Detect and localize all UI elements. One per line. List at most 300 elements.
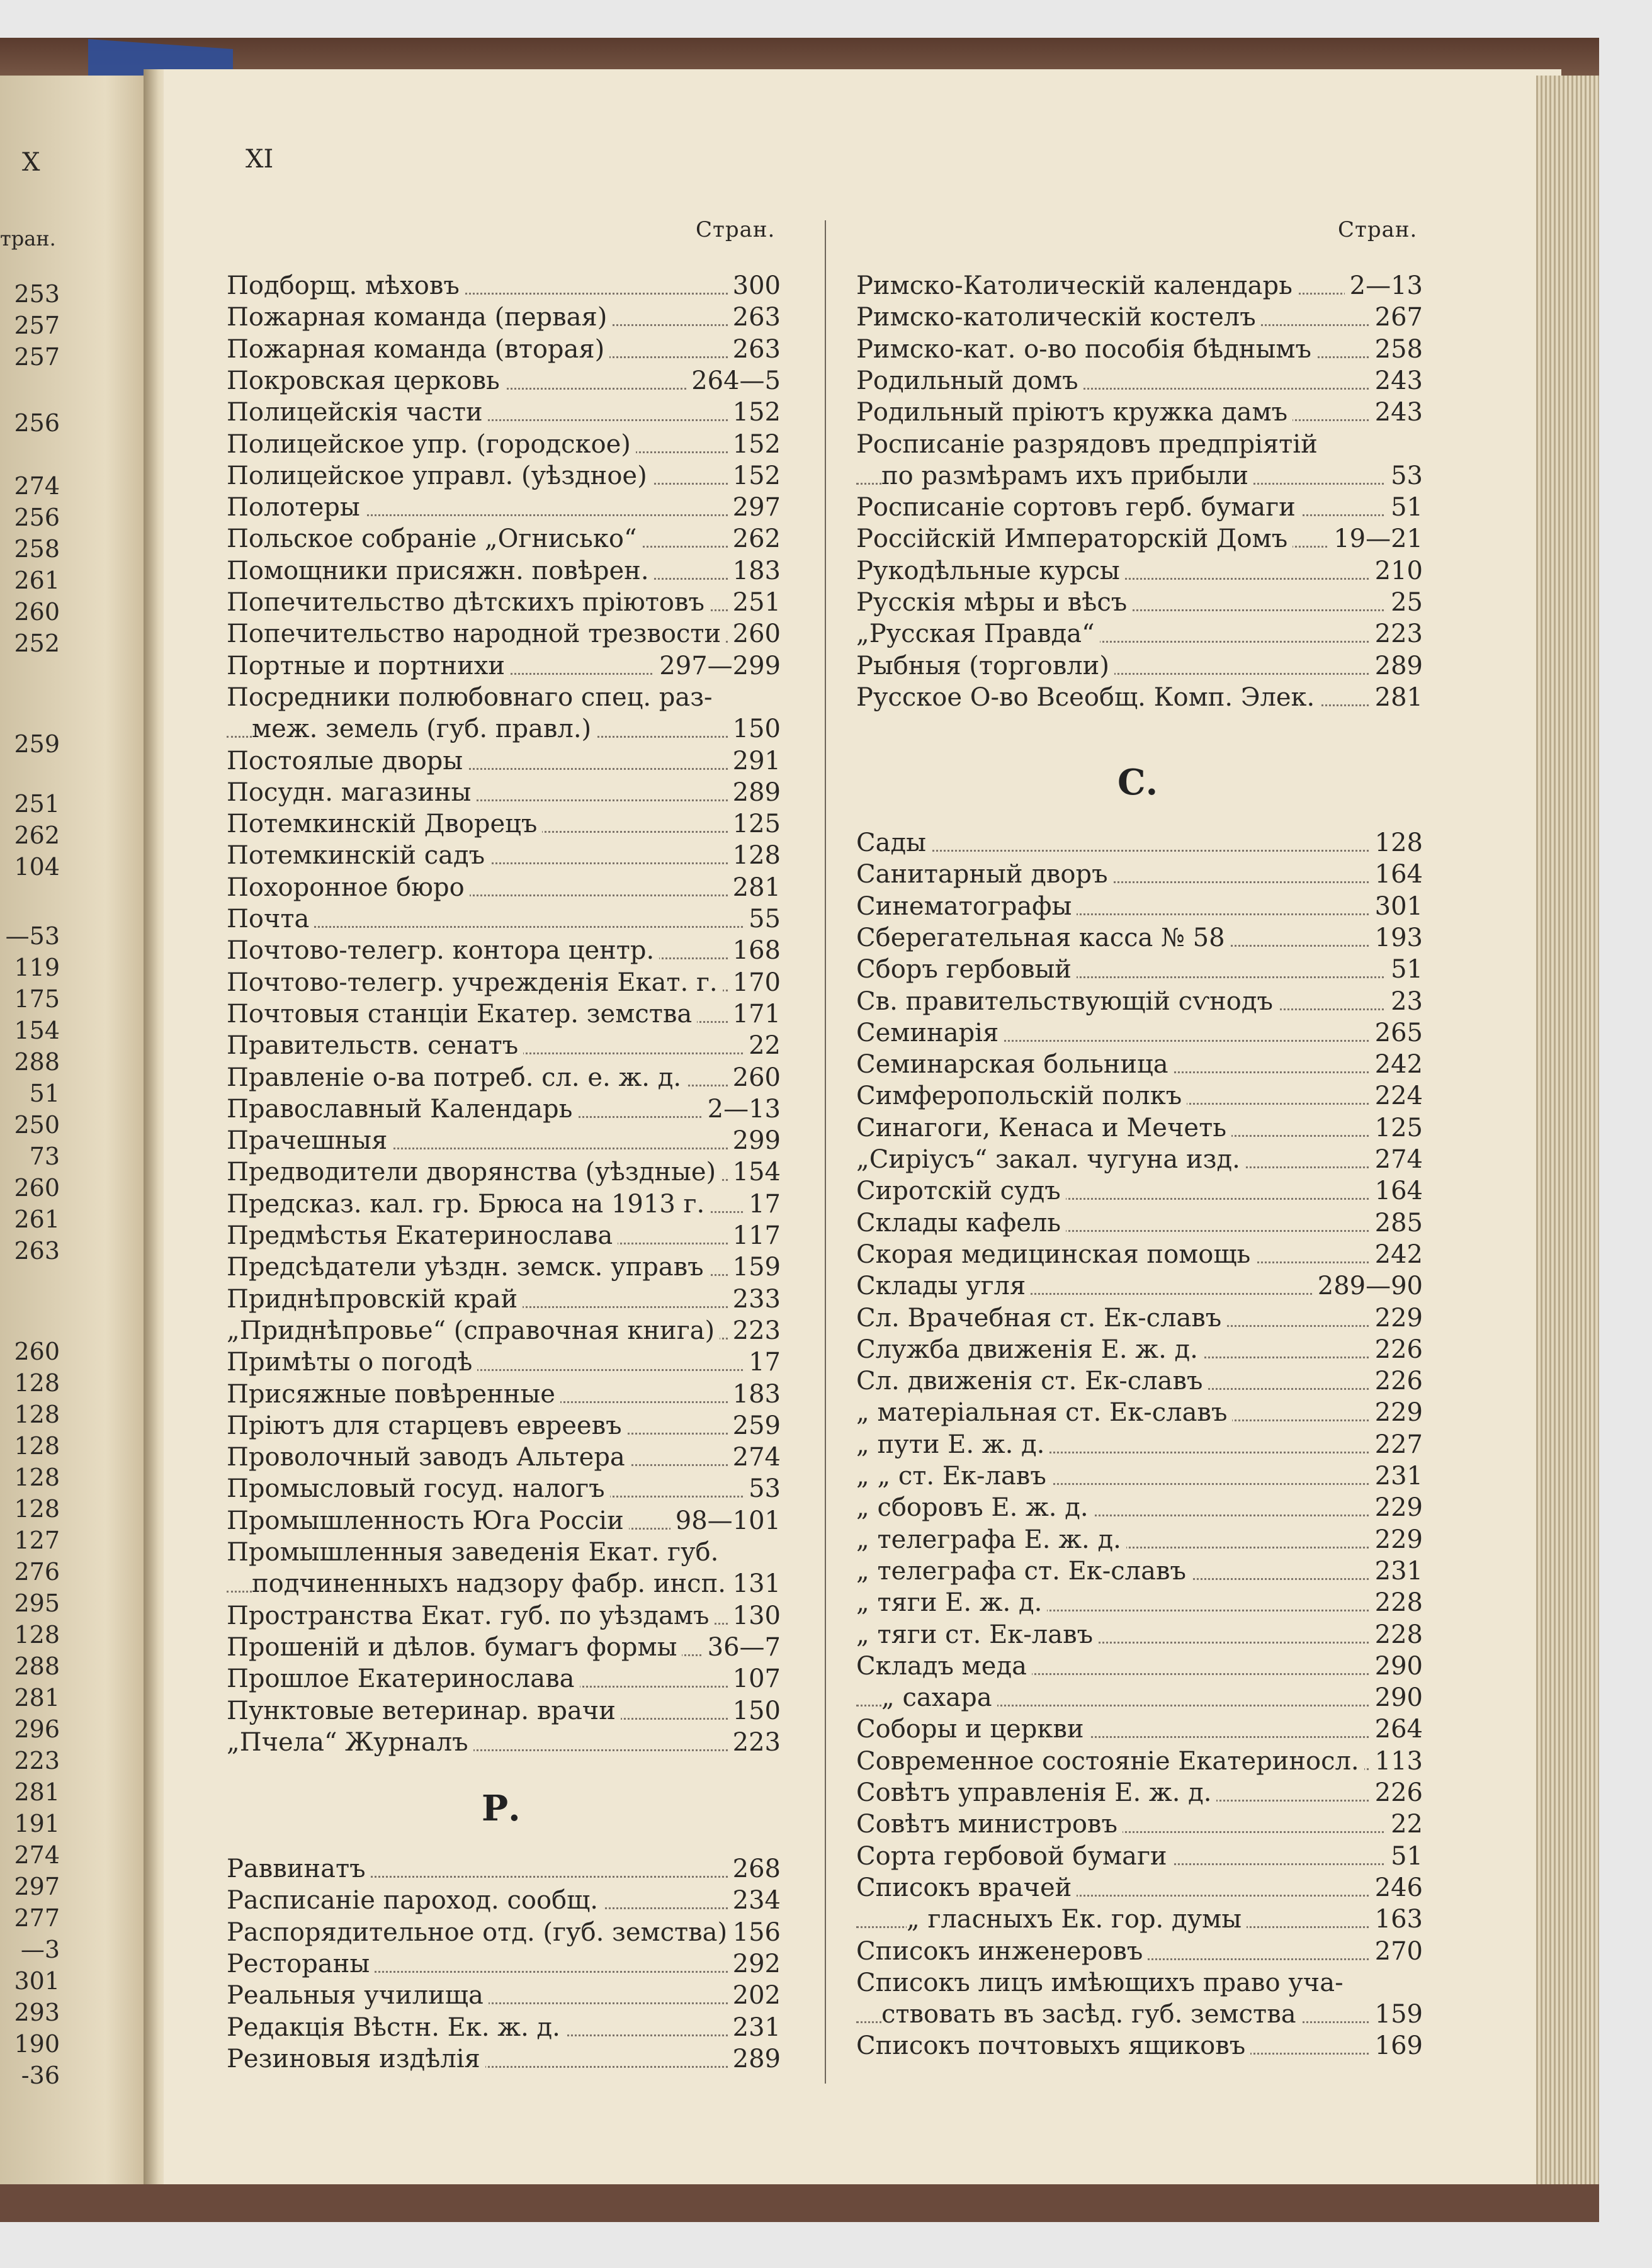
entry-page: 274: [728, 1442, 781, 1472]
index-entry: [227, 1727, 781, 1759]
entry-name: Промышленныя заведенія Екат. губ.: [227, 1537, 723, 1567]
entry-page: 260: [728, 1063, 781, 1093]
index-entry: [227, 1284, 781, 1316]
left-page-number-entry: 274: [14, 1841, 60, 1869]
index-entry: [227, 556, 781, 587]
entry-page: 53: [744, 1474, 781, 1504]
entry-name: Попечительство народной трезвости: [227, 619, 726, 649]
left-page-number-entry: 191: [14, 1810, 60, 1837]
index-entry: [227, 1917, 781, 1949]
left-page-number-entry: 104: [14, 853, 60, 881]
index-entry: [227, 1347, 781, 1379]
left-page-number-entry: 128: [14, 1464, 60, 1491]
entry-page: 229: [1370, 1303, 1423, 1333]
entry-name: Сорта гербовой бумаги: [856, 1841, 1172, 1871]
left-page-number-entry: 295: [14, 1589, 60, 1617]
entry-page: 125: [1370, 1113, 1423, 1143]
index-entry: [856, 492, 1423, 524]
left-page-number-entry: 128: [14, 1369, 60, 1397]
index-entry: [856, 556, 1423, 587]
index-entry: [227, 809, 781, 840]
entry-page: 285: [1370, 1208, 1423, 1238]
index-entry: [227, 492, 781, 524]
index-entry: [227, 1949, 781, 1980]
entry-page: 159: [728, 1252, 781, 1282]
index-entry: [856, 891, 1423, 923]
entry-name: „ телеграфа Е. ж. д.: [856, 1525, 1126, 1555]
entry-name: Сиротскій судъ: [856, 1176, 1066, 1206]
left-page-number-entry: 250: [14, 1111, 60, 1139]
entry-page: 25: [1386, 587, 1423, 618]
index-entry: [227, 999, 781, 1030]
column-divider: [825, 220, 826, 2084]
index-entry: [856, 1556, 1423, 1588]
column-2-label: Стран.: [1338, 217, 1418, 242]
entry-name: Постоялые дворы: [227, 746, 468, 776]
entry-page: 202: [728, 1980, 781, 2011]
entry-name: „ „ ст. Ек-лавъ: [856, 1461, 1051, 1491]
left-page-number-entry: 257: [14, 312, 60, 339]
entry-name: Русское О-во Всеобщ. Комп. Элек.: [856, 682, 1320, 713]
index-entry: [227, 1980, 781, 2012]
index-entry: [856, 1081, 1423, 1112]
entry-page: 53: [1386, 461, 1423, 491]
index-entry: [856, 1208, 1423, 1239]
index-entry: [856, 1018, 1423, 1049]
entry-page: 299: [728, 1126, 781, 1156]
entry-page: 229: [1370, 1397, 1423, 1428]
entry-page: 226: [1370, 1366, 1423, 1396]
entry-page: 290: [1370, 1683, 1423, 1713]
entry-page: 229: [1370, 1525, 1423, 1555]
index-entry: [856, 954, 1423, 986]
left-page-number-entry: 296: [14, 1715, 60, 1743]
entry-page: 289: [728, 2044, 781, 2074]
entry-page: 22: [744, 1030, 781, 1061]
left-page-number-entry: 257: [14, 343, 60, 371]
entry-page: 156: [728, 1917, 781, 1948]
index-entry: [856, 1239, 1423, 1271]
index-entry: [856, 1936, 1423, 1968]
entry-name: Соборы и церкви: [856, 1714, 1089, 1744]
entry-name: Синематографы: [856, 891, 1077, 922]
entry-name: Предсказ. кал. гр. Брюса на 1913 г.: [227, 1189, 710, 1219]
index-entry: [856, 1841, 1423, 1873]
entry-page: 301: [1370, 891, 1423, 922]
entry-page: 55: [744, 904, 781, 934]
index-entry: [227, 1506, 781, 1537]
index-entry: [227, 714, 781, 745]
column-1-label: Стран.: [696, 217, 776, 242]
index-entry: [227, 1126, 781, 1157]
entry-page: 17: [744, 1347, 781, 1377]
entry-page: 231: [1370, 1461, 1423, 1491]
index-entry: [856, 1271, 1423, 1302]
index-entry: [227, 1221, 781, 1252]
entry-page: 150: [728, 714, 781, 744]
entry-name: Полицейскія части: [227, 397, 488, 427]
index-entry: [856, 1588, 1423, 1619]
entry-name: Предмѣстья Екатеринослава: [227, 1221, 618, 1251]
left-page-number-entry: 281: [14, 1684, 60, 1712]
index-entry: [227, 2044, 781, 2075]
index-entry: [856, 1144, 1423, 1176]
left-page-number-entry: 119: [14, 954, 60, 981]
entry-name: Расписаніе пароход. сообщ.: [227, 1885, 603, 1915]
index-entry: [856, 1492, 1423, 1524]
left-page-number-entry: 175: [14, 985, 60, 1013]
entry-page: 231: [1370, 1556, 1423, 1586]
left-page-number-entry: 281: [14, 1778, 60, 1806]
entry-page: 281: [1370, 682, 1423, 713]
index-entry: [227, 271, 781, 302]
index-entry: [227, 1411, 781, 1442]
index-entry: [227, 1094, 781, 1126]
left-page-number-entry: -36: [21, 2062, 60, 2089]
entry-name: Служба движенія Е. ж. д.: [856, 1334, 1203, 1365]
entry-page: 243: [1370, 397, 1423, 427]
entry-page: 183: [728, 556, 781, 586]
entry-name: Синагоги, Кенаса и Мечеть: [856, 1113, 1231, 1143]
entry-page: 113: [1370, 1746, 1423, 1776]
entry-page: 131: [728, 1569, 781, 1599]
book-cover-bottom: [0, 2184, 1599, 2222]
index-entry: [856, 1746, 1423, 1778]
entry-name: Св. правительствующій сѵнодъ: [856, 986, 1278, 1017]
entry-page: 292: [728, 1949, 781, 1979]
entry-name: Склады кафель: [856, 1208, 1066, 1238]
left-page-number-entry: 288: [14, 1652, 60, 1680]
entry-page: 226: [1370, 1334, 1423, 1365]
entry-name: Попечительство дѣтскихъ пріютовъ: [227, 587, 710, 618]
entry-page: 290: [1370, 1651, 1423, 1681]
index-entry: [856, 397, 1423, 429]
entry-page: 125: [728, 809, 781, 839]
index-entry: [856, 524, 1423, 555]
index-entry: [856, 271, 1423, 302]
entry-name: Реальныя училища: [227, 1980, 489, 2011]
left-page-number-entry: 251: [14, 790, 60, 818]
entry-name: Полотеры: [227, 492, 365, 522]
entry-page: 242: [1370, 1239, 1423, 1270]
left-page-number-entry: 73: [29, 1142, 60, 1170]
entry-name: по размѣрамъ ихъ прибыли: [881, 461, 1253, 491]
entry-name: Правленіе о-ва потреб. сл. е. ж. д.: [227, 1063, 686, 1093]
entry-page: 246: [1370, 1873, 1423, 1903]
entry-page: 128: [1370, 828, 1423, 858]
left-page-number-entry: 297: [14, 1873, 60, 1900]
index-entry: [227, 872, 781, 904]
entry-name: „ телеграфа ст. Ек-славъ: [856, 1556, 1191, 1586]
entry-page: 228: [1370, 1620, 1423, 1650]
entry-page: 128: [728, 840, 781, 871]
entry-page: 274: [1370, 1144, 1423, 1175]
entry-page: 36—7: [703, 1632, 781, 1662]
left-page-number-entry: 128: [14, 1432, 60, 1460]
index-entry: [856, 1809, 1423, 1841]
index-entry: [227, 968, 781, 999]
entry-page: 223: [728, 1727, 781, 1757]
entry-page: 251: [728, 587, 781, 618]
index-entry: [856, 461, 1423, 492]
left-page-number-entry: —53: [5, 922, 60, 950]
entry-page: 281: [728, 872, 781, 903]
index-entry: [227, 1537, 781, 1569]
entry-name: Склады угля: [856, 1271, 1031, 1301]
index-entry: [227, 1379, 781, 1411]
index-entry: [227, 1442, 781, 1474]
index-entry: [856, 1366, 1423, 1397]
left-page-number-entry: 223: [14, 1747, 60, 1774]
entry-page: 270: [1370, 1936, 1423, 1966]
index-entry: [227, 334, 781, 366]
left-page-number-entry: 301: [14, 1967, 60, 1995]
index-entry: [227, 840, 781, 872]
entry-page: 51: [1386, 954, 1423, 984]
entry-name: Семинарія: [856, 1018, 1004, 1048]
left-page-number-entry: 154: [14, 1017, 60, 1044]
entry-name: Римско-кат. о-во пособія бѣднымъ: [856, 334, 1316, 364]
entry-page: 169: [1370, 2031, 1423, 2061]
entry-name: Резиновыя издѣлія: [227, 2044, 485, 2074]
index-entry: [856, 1620, 1423, 1651]
entry-name: Росписаніе сортовъ герб. бумаги: [856, 492, 1301, 522]
entry-page: 23: [1386, 986, 1423, 1017]
left-page-number-entry: 262: [14, 821, 60, 849]
index-entry: [227, 1063, 781, 1094]
left-page-number-entry: 288: [14, 1048, 60, 1076]
left-page-number-entry: 51: [29, 1080, 60, 1107]
entry-page: 154: [728, 1157, 781, 1187]
entry-page: 98—101: [670, 1506, 781, 1536]
entry-name: Родильный домъ: [856, 366, 1083, 396]
entry-name: Римско-католическій костелъ: [856, 302, 1261, 332]
left-page-number-entry: 127: [14, 1526, 60, 1554]
entry-name: Примѣты о погодѣ: [227, 1347, 477, 1377]
entry-page: 51: [1386, 1841, 1423, 1871]
page-edges: [1536, 76, 1599, 2203]
entry-name: Санитарный дворъ: [856, 859, 1113, 889]
left-page-number-entry: 263: [14, 1237, 60, 1265]
entry-name: Посудн. магазины: [227, 777, 476, 808]
entry-page: 2—13: [703, 1094, 781, 1124]
entry-name: Потемкинскій садъ: [227, 840, 490, 871]
entry-page: 242: [1370, 1049, 1423, 1080]
index-entry: [856, 1651, 1423, 1683]
entry-name: Польское собраніе „Огнисько“: [227, 524, 642, 554]
index-entry: [856, 587, 1423, 619]
left-column-label: тран.: [0, 227, 56, 251]
entry-name: „ матеріальная ст. Ек-славъ: [856, 1397, 1232, 1428]
entry-page: 210: [1370, 556, 1423, 586]
left-page-number-entry: 276: [14, 1558, 60, 1586]
left-page-number-entry: 293: [14, 1999, 60, 2026]
entry-name: Почта: [227, 904, 314, 934]
entry-name: Складъ меда: [856, 1651, 1032, 1681]
entry-page: 297: [728, 492, 781, 522]
entry-name: Списокъ врачей: [856, 1873, 1077, 1903]
entry-name: Совѣтъ управленія Е. ж. д.: [856, 1778, 1216, 1808]
entry-page: 171: [728, 999, 781, 1029]
entry-page: 259: [728, 1411, 781, 1441]
left-page-number-entry: 260: [14, 1338, 60, 1365]
entry-name: Сл. движенія ст. Ек-славъ: [856, 1366, 1208, 1396]
entry-page: 267: [1370, 302, 1423, 332]
left-page-number-entry: 277: [14, 1904, 60, 1932]
left-page-number-entry: 258: [14, 535, 60, 563]
entry-name: Прошлое Екатеринослава: [227, 1664, 580, 1694]
entry-page: 22: [1386, 1809, 1423, 1839]
entry-page: 159: [1370, 1999, 1423, 2029]
index-entry: [856, 1113, 1423, 1144]
entry-page: 164: [1370, 859, 1423, 889]
entry-page: 2—13: [1345, 271, 1423, 301]
entry-page: 263: [728, 334, 781, 364]
section-letter-s: С.: [1117, 762, 1158, 803]
entry-name: Предсѣдатели уѣздн. земск. управъ: [227, 1252, 709, 1282]
entry-name: Рукодѣльные курсы: [856, 556, 1125, 586]
entry-name: „Русская Правда“: [856, 619, 1100, 649]
entry-page: 300: [728, 271, 781, 301]
index-entry: [856, 1968, 1423, 1999]
entry-page: 168: [728, 935, 781, 966]
entry-name: Совѣтъ министровъ: [856, 1809, 1123, 1839]
index-entry: [227, 397, 781, 429]
entry-page: 130: [728, 1601, 781, 1631]
index-entry: [856, 1430, 1423, 1461]
entry-page: 289—90: [1313, 1271, 1423, 1301]
index-entry: [227, 1157, 781, 1188]
entry-name: Сады: [856, 828, 931, 858]
index-entry: [227, 904, 781, 935]
entry-name: Портные и портнихи: [227, 651, 510, 681]
entry-name: Правительств. сенатъ: [227, 1030, 523, 1061]
entry-page: 152: [728, 397, 781, 427]
entry-page: 152: [728, 461, 781, 491]
entry-name: Сберегательная касса № 58: [856, 923, 1230, 953]
entry-page: 289: [1370, 651, 1423, 681]
index-entry: [227, 1569, 781, 1600]
entry-name: Помощники присяжн. повѣрен.: [227, 556, 654, 586]
entry-name: Семинарская больница: [856, 1049, 1174, 1080]
entry-page: 262: [728, 524, 781, 554]
entry-page: 264: [1370, 1714, 1423, 1744]
index-entry: [856, 1999, 1423, 2031]
entry-name: Пріютъ для старцевъ евреевъ: [227, 1411, 627, 1441]
entry-name: „ пути Е. ж. д.: [856, 1430, 1049, 1460]
index-entry: [227, 302, 781, 334]
left-page-number-entry: 253: [14, 280, 60, 308]
entry-name: Пространства Екат. губ. по уѣздамъ: [227, 1601, 714, 1631]
entry-name: Приднѣпровскій край: [227, 1284, 523, 1314]
left-page-number-entry: 259: [14, 730, 60, 758]
entry-page: 223: [728, 1316, 781, 1346]
entry-name: „ тяги ст. Ек-лавъ: [856, 1620, 1098, 1650]
entry-name: „Приднѣпровье“ (справочная книга): [227, 1316, 720, 1346]
index-entry: [227, 1474, 781, 1505]
entry-page: 226: [1370, 1778, 1423, 1808]
entry-name: Прошеній и дѣлов. бумагъ формы: [227, 1632, 682, 1662]
entry-page: 268: [728, 1854, 781, 1884]
entry-page: 17: [744, 1189, 781, 1219]
entry-name: меж. земель (губ. правл.): [252, 714, 596, 744]
index-entry: [227, 429, 781, 461]
entry-page: 107: [728, 1664, 781, 1694]
entry-page: 150: [728, 1696, 781, 1726]
left-page-number-entry: —3: [20, 1936, 60, 1963]
entry-name: „ тяги Е. ж. д.: [856, 1588, 1047, 1618]
entry-page: 51: [1386, 492, 1423, 522]
entry-page: 234: [728, 1885, 781, 1915]
entry-page: 19—21: [1328, 524, 1423, 554]
index-entry: [227, 682, 781, 714]
index-entry: [856, 986, 1423, 1018]
entry-page: 224: [1370, 1081, 1423, 1111]
entry-page: 291: [728, 746, 781, 776]
page-number: XI: [246, 145, 274, 174]
entry-name: Списокъ инженеровъ: [856, 1936, 1148, 1966]
entry-name: Рыбныя (торговли): [856, 651, 1114, 681]
entry-page: 193: [1370, 923, 1423, 953]
left-page-number-entry: 274: [14, 472, 60, 500]
index-entry: [227, 1664, 781, 1695]
left-page-number-entry: 128: [14, 1401, 60, 1428]
index-entry: [856, 1049, 1423, 1081]
entry-name: Подборщ. мѣховъ: [227, 271, 465, 301]
index-entry: [227, 366, 781, 397]
entry-page: 227: [1370, 1430, 1423, 1460]
index-entry: [856, 366, 1423, 397]
entry-name: Полицейское упр. (городское): [227, 429, 636, 460]
entry-name: Пунктовые ветеринар. врачи: [227, 1696, 621, 1726]
entry-name: „ сахара: [881, 1683, 997, 1713]
entry-name: Присяжные повѣренные: [227, 1379, 560, 1409]
left-page-number-entry: 256: [14, 409, 60, 437]
entry-name: Русскія мѣры и вѣсъ: [856, 587, 1132, 618]
index-entry: [856, 1303, 1423, 1334]
left-page-number-entry: 190: [14, 2030, 60, 2058]
entry-name: Списокъ лицъ имѣющихъ право уча-: [856, 1968, 1349, 1998]
entry-page: 264—5: [686, 366, 781, 396]
entry-name: ствовать въ засѣд. губ. земства: [881, 1999, 1301, 2029]
index-entry: [856, 334, 1423, 366]
entry-name: Потемкинскій Дворецъ: [227, 809, 542, 839]
index-entry: [856, 2031, 1423, 2062]
index-entry: [856, 828, 1423, 859]
left-page-number-entry: 261: [14, 567, 60, 594]
entry-name: „Сиріусъ“ закал. чугуна изд.: [856, 1144, 1245, 1175]
index-entry: [856, 302, 1423, 334]
index-entry: [856, 1904, 1423, 1936]
entry-page: 231: [728, 2012, 781, 2043]
index-entry: [227, 1854, 781, 1885]
index-entry: [227, 1696, 781, 1727]
index-entry: [227, 746, 781, 777]
entry-page: 183: [728, 1379, 781, 1409]
entry-name: Россійскій Императорскій Домъ: [856, 524, 1293, 554]
entry-name: Полицейское управл. (уѣздное): [227, 461, 652, 491]
index-entry: [227, 1189, 781, 1221]
index-entry: [856, 923, 1423, 954]
index-entry: [856, 651, 1423, 682]
index-entry: [856, 1461, 1423, 1492]
entry-page: 117: [728, 1221, 781, 1251]
entry-name: Прачешныя: [227, 1126, 392, 1156]
entry-page: 164: [1370, 1176, 1423, 1206]
entry-page: 263: [728, 302, 781, 332]
entry-name: Рестораны: [227, 1949, 375, 1979]
entry-name: Родильный пріютъ кружка дамъ: [856, 397, 1293, 427]
